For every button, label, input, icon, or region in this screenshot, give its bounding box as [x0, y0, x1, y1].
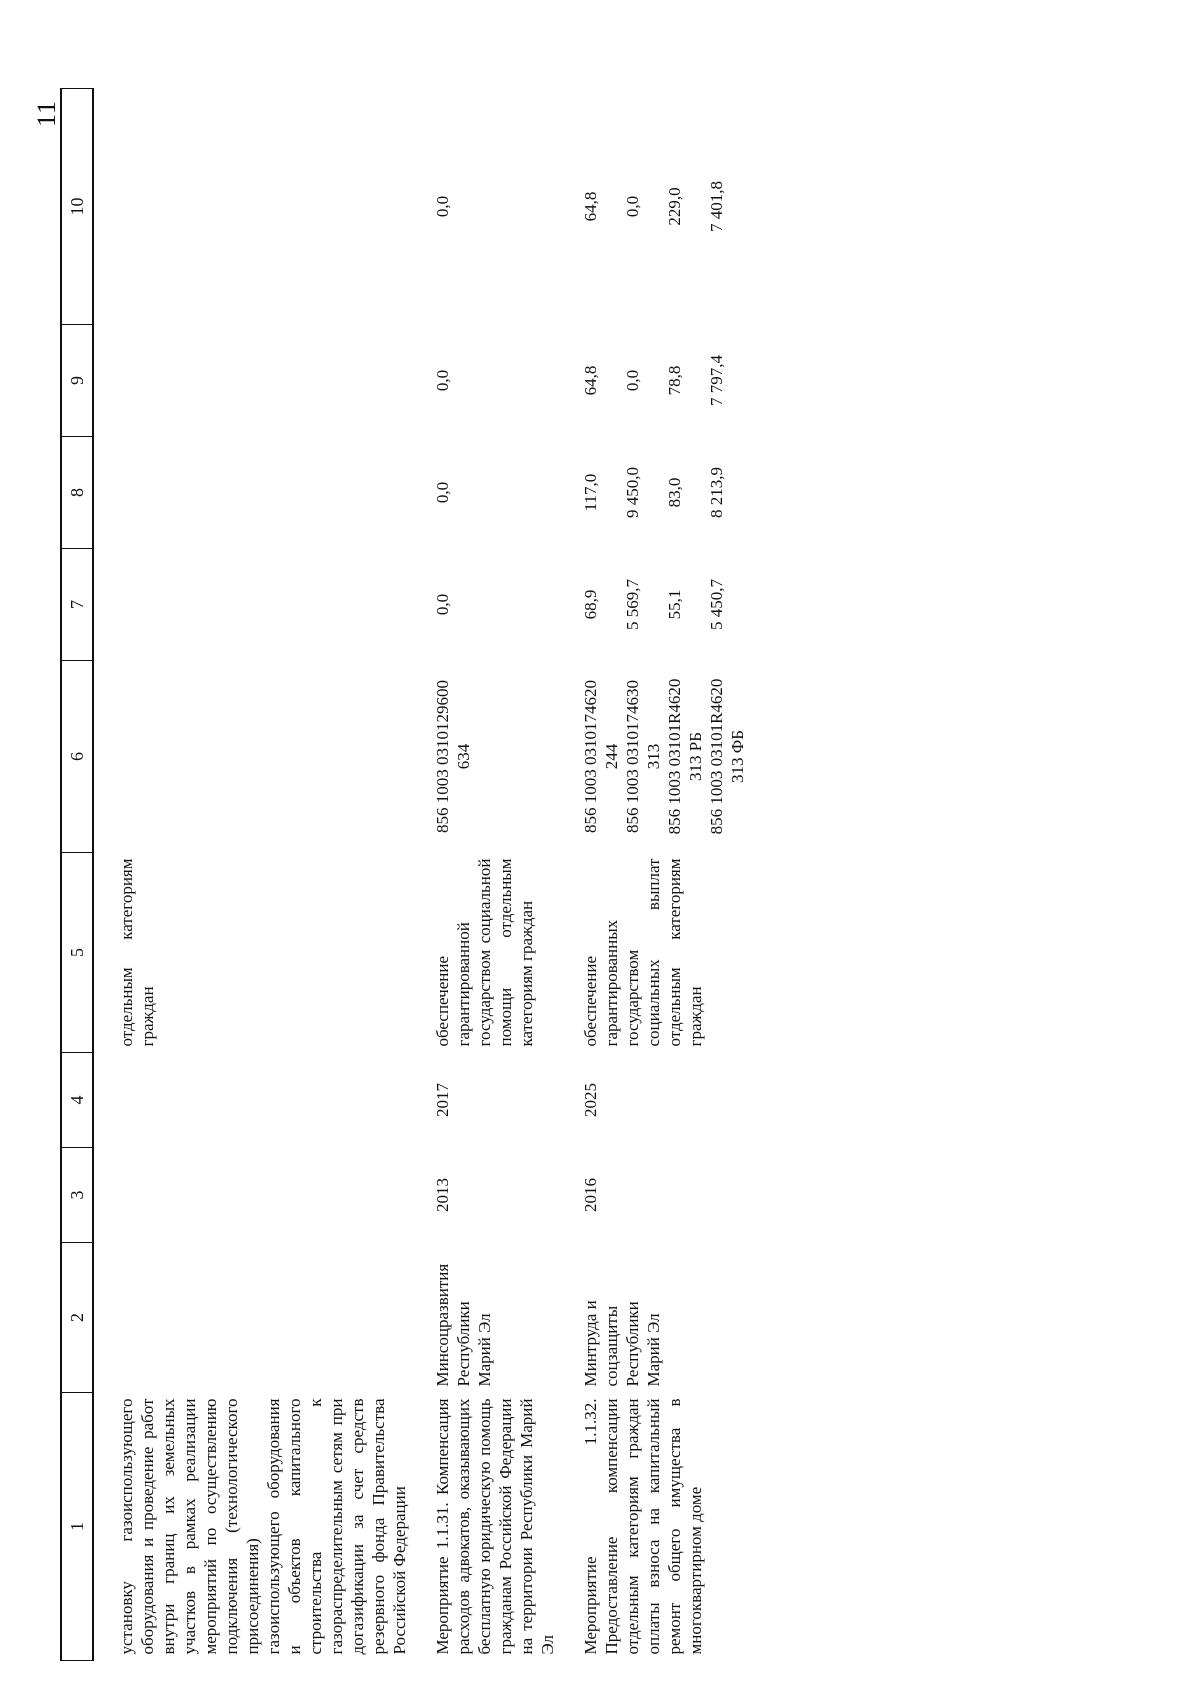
col-header-7: 7 — [61, 549, 93, 661]
budget-code-main: 856 1003 03101R4620 — [707, 678, 726, 835]
end-year — [93, 1053, 410, 1148]
amount-value: 5 569,7 — [623, 579, 642, 630]
amount-col8: 0,0 — [433, 481, 452, 504]
amount-col8 — [558, 437, 748, 549]
expected-result: обеспечение гарантированной государством социальной помощи отдельным категориям граждан — [433, 858, 536, 1047]
amount-value: 78,8 — [665, 365, 684, 396]
col-header-1: 1 — [61, 1393, 93, 1661]
table-row — [558, 89, 748, 1661]
amount-value: 8 213,9 — [707, 467, 726, 518]
start-year: 2016 — [581, 1178, 600, 1212]
amount-col9: 0,0 — [433, 369, 452, 392]
program-table — [60, 88, 748, 1661]
col-header-8: 8 — [61, 437, 93, 549]
measure-description: Мероприятие 1.1.31. Компенсация расходов адвокатов, оказывающих бесплатную юридическую помощь гражданам Российской Федерации на территории Республики Марий Эл — [433, 1398, 557, 1655]
budget-code — [410, 661, 558, 853]
amount-value: 55,1 — [665, 589, 684, 620]
col-header-9: 9 — [61, 325, 93, 437]
measure-description: Мероприятие 1.1.32. Предоставление компенсации отдельным категориям граждан оплаты взноса на капитальный ремонт общего имущества в многоквартирном доме — [581, 1398, 705, 1655]
expected-result: отдельным категориям граждан — [117, 858, 157, 1047]
executor: Минтруда и соцзащиты Республики Марий Эл — [581, 1300, 663, 1387]
end-year: 2017 — [433, 1083, 452, 1117]
budget-code-main: 856 1003 0310174620 — [581, 680, 600, 833]
executor — [93, 1243, 410, 1393]
table-row — [93, 89, 410, 1661]
col-header-6: 6 — [61, 661, 93, 853]
budget-code-sub: 313 — [644, 743, 663, 770]
budget-code-sub: 313 РБ — [686, 732, 705, 781]
amount-value: 117,0 — [581, 473, 600, 512]
header-row — [61, 89, 93, 1661]
amount-value: 64,8 — [581, 191, 600, 222]
col-header-3: 3 — [61, 1148, 93, 1243]
budget-code-sub: 634 — [454, 743, 473, 770]
amount-col9 — [558, 325, 748, 437]
start-year — [93, 1148, 410, 1243]
col-header-10: 10 — [61, 89, 93, 325]
budget-code — [558, 661, 748, 853]
amount-value: 68,9 — [581, 589, 600, 620]
col-header-5: 5 — [61, 853, 93, 1053]
amount-col7 — [558, 549, 748, 661]
amount-col10 — [558, 89, 748, 325]
amount-value: 7 797,4 — [707, 355, 726, 406]
start-year: 2013 — [433, 1178, 452, 1212]
page-number: 11 — [32, 99, 61, 127]
amount-value: 5 450,7 — [707, 579, 726, 630]
amount-value: 0,0 — [623, 369, 642, 392]
expected-result: обеспечение гарантированных государством социальных выплат отдельным категориям граждан — [581, 858, 705, 1047]
amount-col7: 0,0 — [433, 593, 452, 616]
measure-description: установку газоиспользующего оборудования и проведение работ внутри границ их земельных участков в рамках реализации мероприятий по осуществлению подключения (технологического присоединения) газоиспользующего оборудования и объектов капитального строительства к газораспределительным сетям при догазификации за счет средств резервного фонда Правительства Российской Федерации — [117, 1398, 409, 1655]
budget-code-main: 856 1003 0310129600 — [433, 680, 452, 833]
budget-code-main: 856 1003 0310174630 — [623, 680, 642, 833]
budget-code-sub: 313 ФБ — [728, 730, 747, 783]
amount-value: 229,0 — [665, 187, 684, 226]
budget-code-sub: 244 — [602, 743, 621, 770]
amount-col10: 0,0 — [433, 195, 452, 218]
budget-code-main: 856 1003 03101R4620 — [665, 678, 684, 835]
amount-value: 7 401,8 — [707, 181, 726, 232]
col-header-2: 2 — [61, 1243, 93, 1393]
amount-value: 83,0 — [665, 477, 684, 508]
col-header-4: 4 — [61, 1053, 93, 1148]
amount-value: 64,8 — [581, 365, 600, 396]
amount-value: 9 450,0 — [623, 467, 642, 518]
end-year: 2025 — [581, 1083, 600, 1117]
amount-value: 0,0 — [623, 195, 642, 218]
table-row — [410, 89, 558, 1661]
executor: Минсоцразвития Республики Марий Эл — [433, 1263, 494, 1387]
